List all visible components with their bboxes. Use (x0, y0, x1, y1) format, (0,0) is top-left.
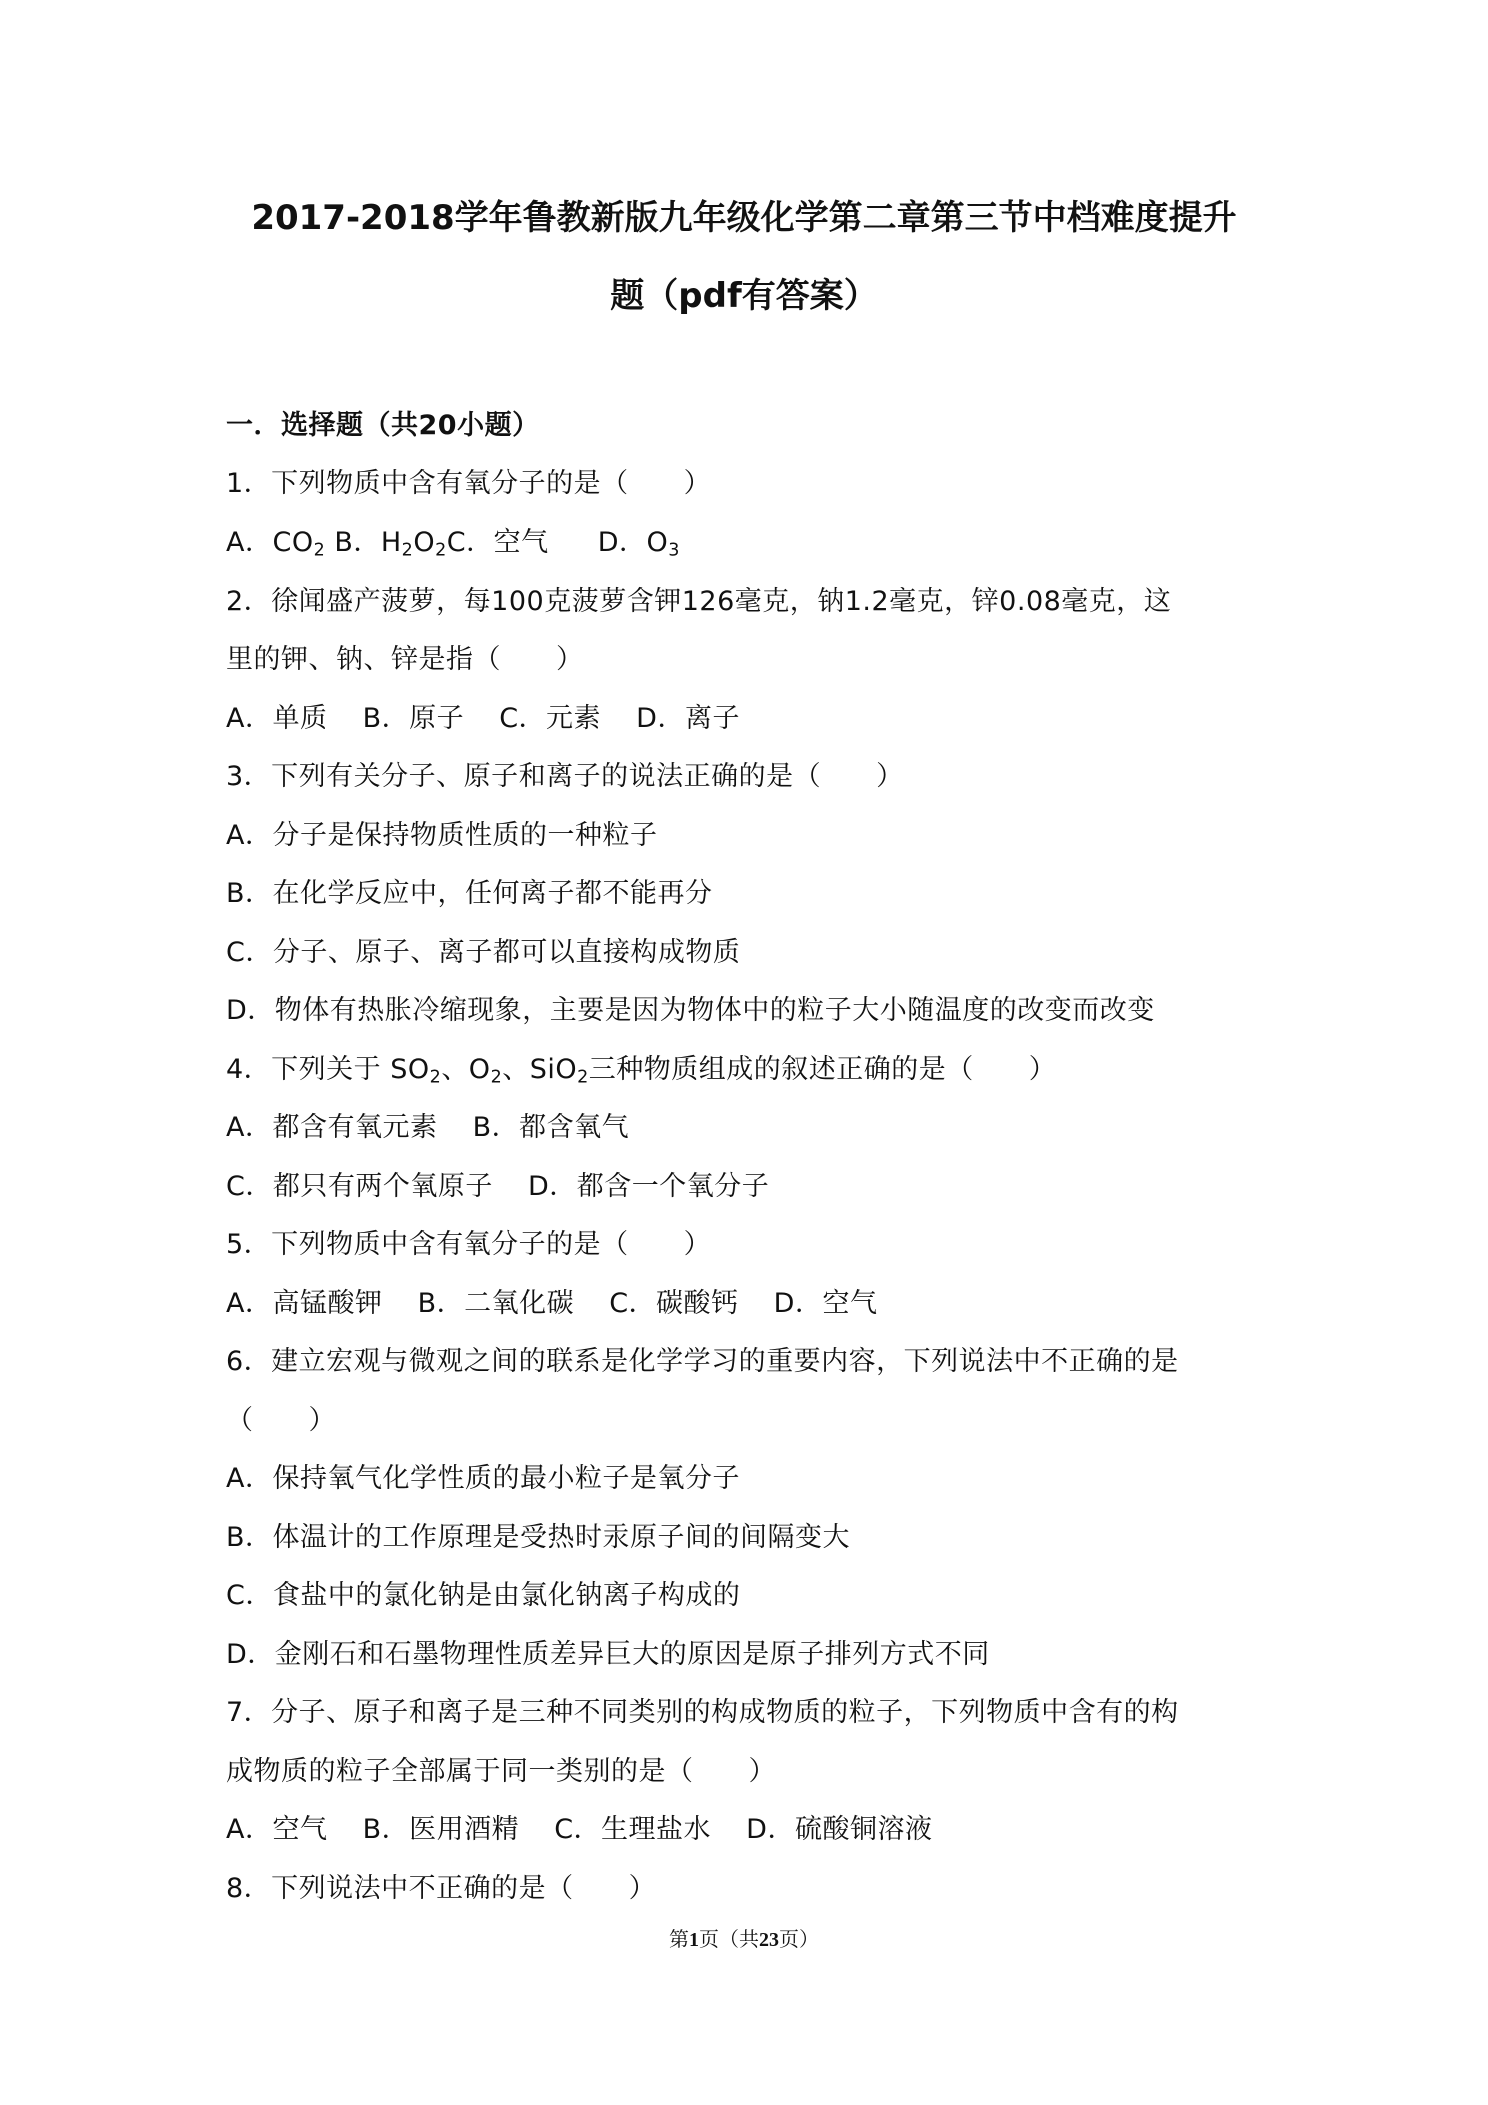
option-c: C．碳酸钙 (609, 1288, 739, 1319)
option-c: C．生理盐水 (554, 1814, 712, 1845)
document-title-line-1: 2017-2018学年鲁教新版九年级化学第二章第三节中档难度提升 (251, 198, 1237, 238)
question-2-line-1: 2．徐闻盛产菠萝，每100克菠萝含钾126毫克，钠1.2毫克，锌0.08毫克，这 (226, 586, 1172, 617)
page-number: 1 (689, 1929, 699, 1951)
question-5: 5．下列物质中含有氧分子的是（ ） (226, 1229, 712, 1260)
option-b: B．医用酒精 (362, 1814, 520, 1845)
question-5-options (226, 1286, 903, 1322)
question-1: 1．下列物质中含有氧分子的是（ ） (226, 468, 712, 499)
option-a: A．单质 (226, 703, 328, 734)
option-d: D．硫酸铜溶液 (746, 1814, 933, 1845)
option-a: A．空气 (226, 1814, 328, 1845)
section-heading: 一．选择题（共20小题） (226, 410, 540, 441)
page-total: 23 (759, 1929, 779, 1951)
option-a: A．都含有氧元素 (226, 1112, 438, 1143)
question-3-option-c: C．分子、原子、离子都可以直接构成物质 (226, 937, 741, 968)
option-a: A．$CO_2$ (226, 527, 326, 561)
question-3-option-b: B．在化学反应中，任何离子都不能再分 (226, 878, 713, 909)
question-7-line-2: 成物质的粒子全部属于同一类别的是（ ） (226, 1756, 776, 1787)
question-4: 4．下列关于 $SO_2$、$O_2$、SiO$_2$三种物质组成的叙述正确的是（ ） (226, 1054, 1057, 1088)
question-2-options (226, 701, 766, 737)
question-8: 8．下列说法中不正确的是（ ） (226, 1873, 657, 1904)
question-6-option-a: A．保持氧气化学性质的最小粒子是氧分子 (226, 1463, 740, 1494)
question-7-line-1: 7．分子、原子和离子是三种不同类别的构成物质的粒子，下列物质中含有的构 (226, 1697, 1179, 1728)
option-b: B．都含氧气 (472, 1112, 630, 1143)
question-3: 3．下列有关分子、原子和离子的说法正确的是（ ） (226, 761, 904, 792)
option-c: C．空气 (446, 527, 549, 558)
question-6-option-b: B．体温计的工作原理是受热时汞原子间的间隔变大 (226, 1522, 851, 1553)
question-6-line-2: （ ） (226, 1405, 336, 1436)
option-b: B．原子 (362, 703, 465, 734)
option-d: D．都含一个氧分子 (527, 1171, 770, 1202)
option-c: C．都只有两个氧原子 (226, 1171, 493, 1202)
question-1-options (226, 525, 680, 561)
question-6-option-d: D．金刚石和石墨物理性质差异巨大的原因是原子排列方式不同 (226, 1639, 990, 1670)
option-a: A．高锰酸钾 (226, 1288, 383, 1319)
document-title-line-2: 题（pdf有答案） (610, 276, 878, 316)
question-3-option-d: D．物体有热胀冷缩现象，主要是因为物体中的粒子大小随温度的改变而改变 (226, 995, 1155, 1026)
question-6-line-1: 6．建立宏观与微观之间的联系是化学学习的重要内容，下列说法中不正确的是 (226, 1346, 1179, 1377)
question-6-option-c: C．食盐中的氯化钠是由氯化钠离子构成的 (226, 1580, 741, 1611)
option-c: C．元素 (499, 703, 602, 734)
page-footer: 第1页（共23页） (669, 1927, 819, 1951)
option-d: D．离子 (636, 703, 740, 734)
option-b: B．二氧化碳 (417, 1288, 575, 1319)
option-d: D．$O_3$ (597, 527, 680, 561)
question-2-line-2: 里的钾、钠、锌是指（ ） (226, 644, 584, 675)
question-7-options (226, 1812, 958, 1848)
question-3-option-a: A．分子是保持物质性质的一种粒子 (226, 820, 658, 851)
question-4-options-cd (226, 1169, 795, 1205)
option-b: B．$H_2O_2$ (334, 527, 447, 561)
option-d: D．空气 (773, 1288, 878, 1319)
question-4-options-ab (226, 1110, 655, 1146)
